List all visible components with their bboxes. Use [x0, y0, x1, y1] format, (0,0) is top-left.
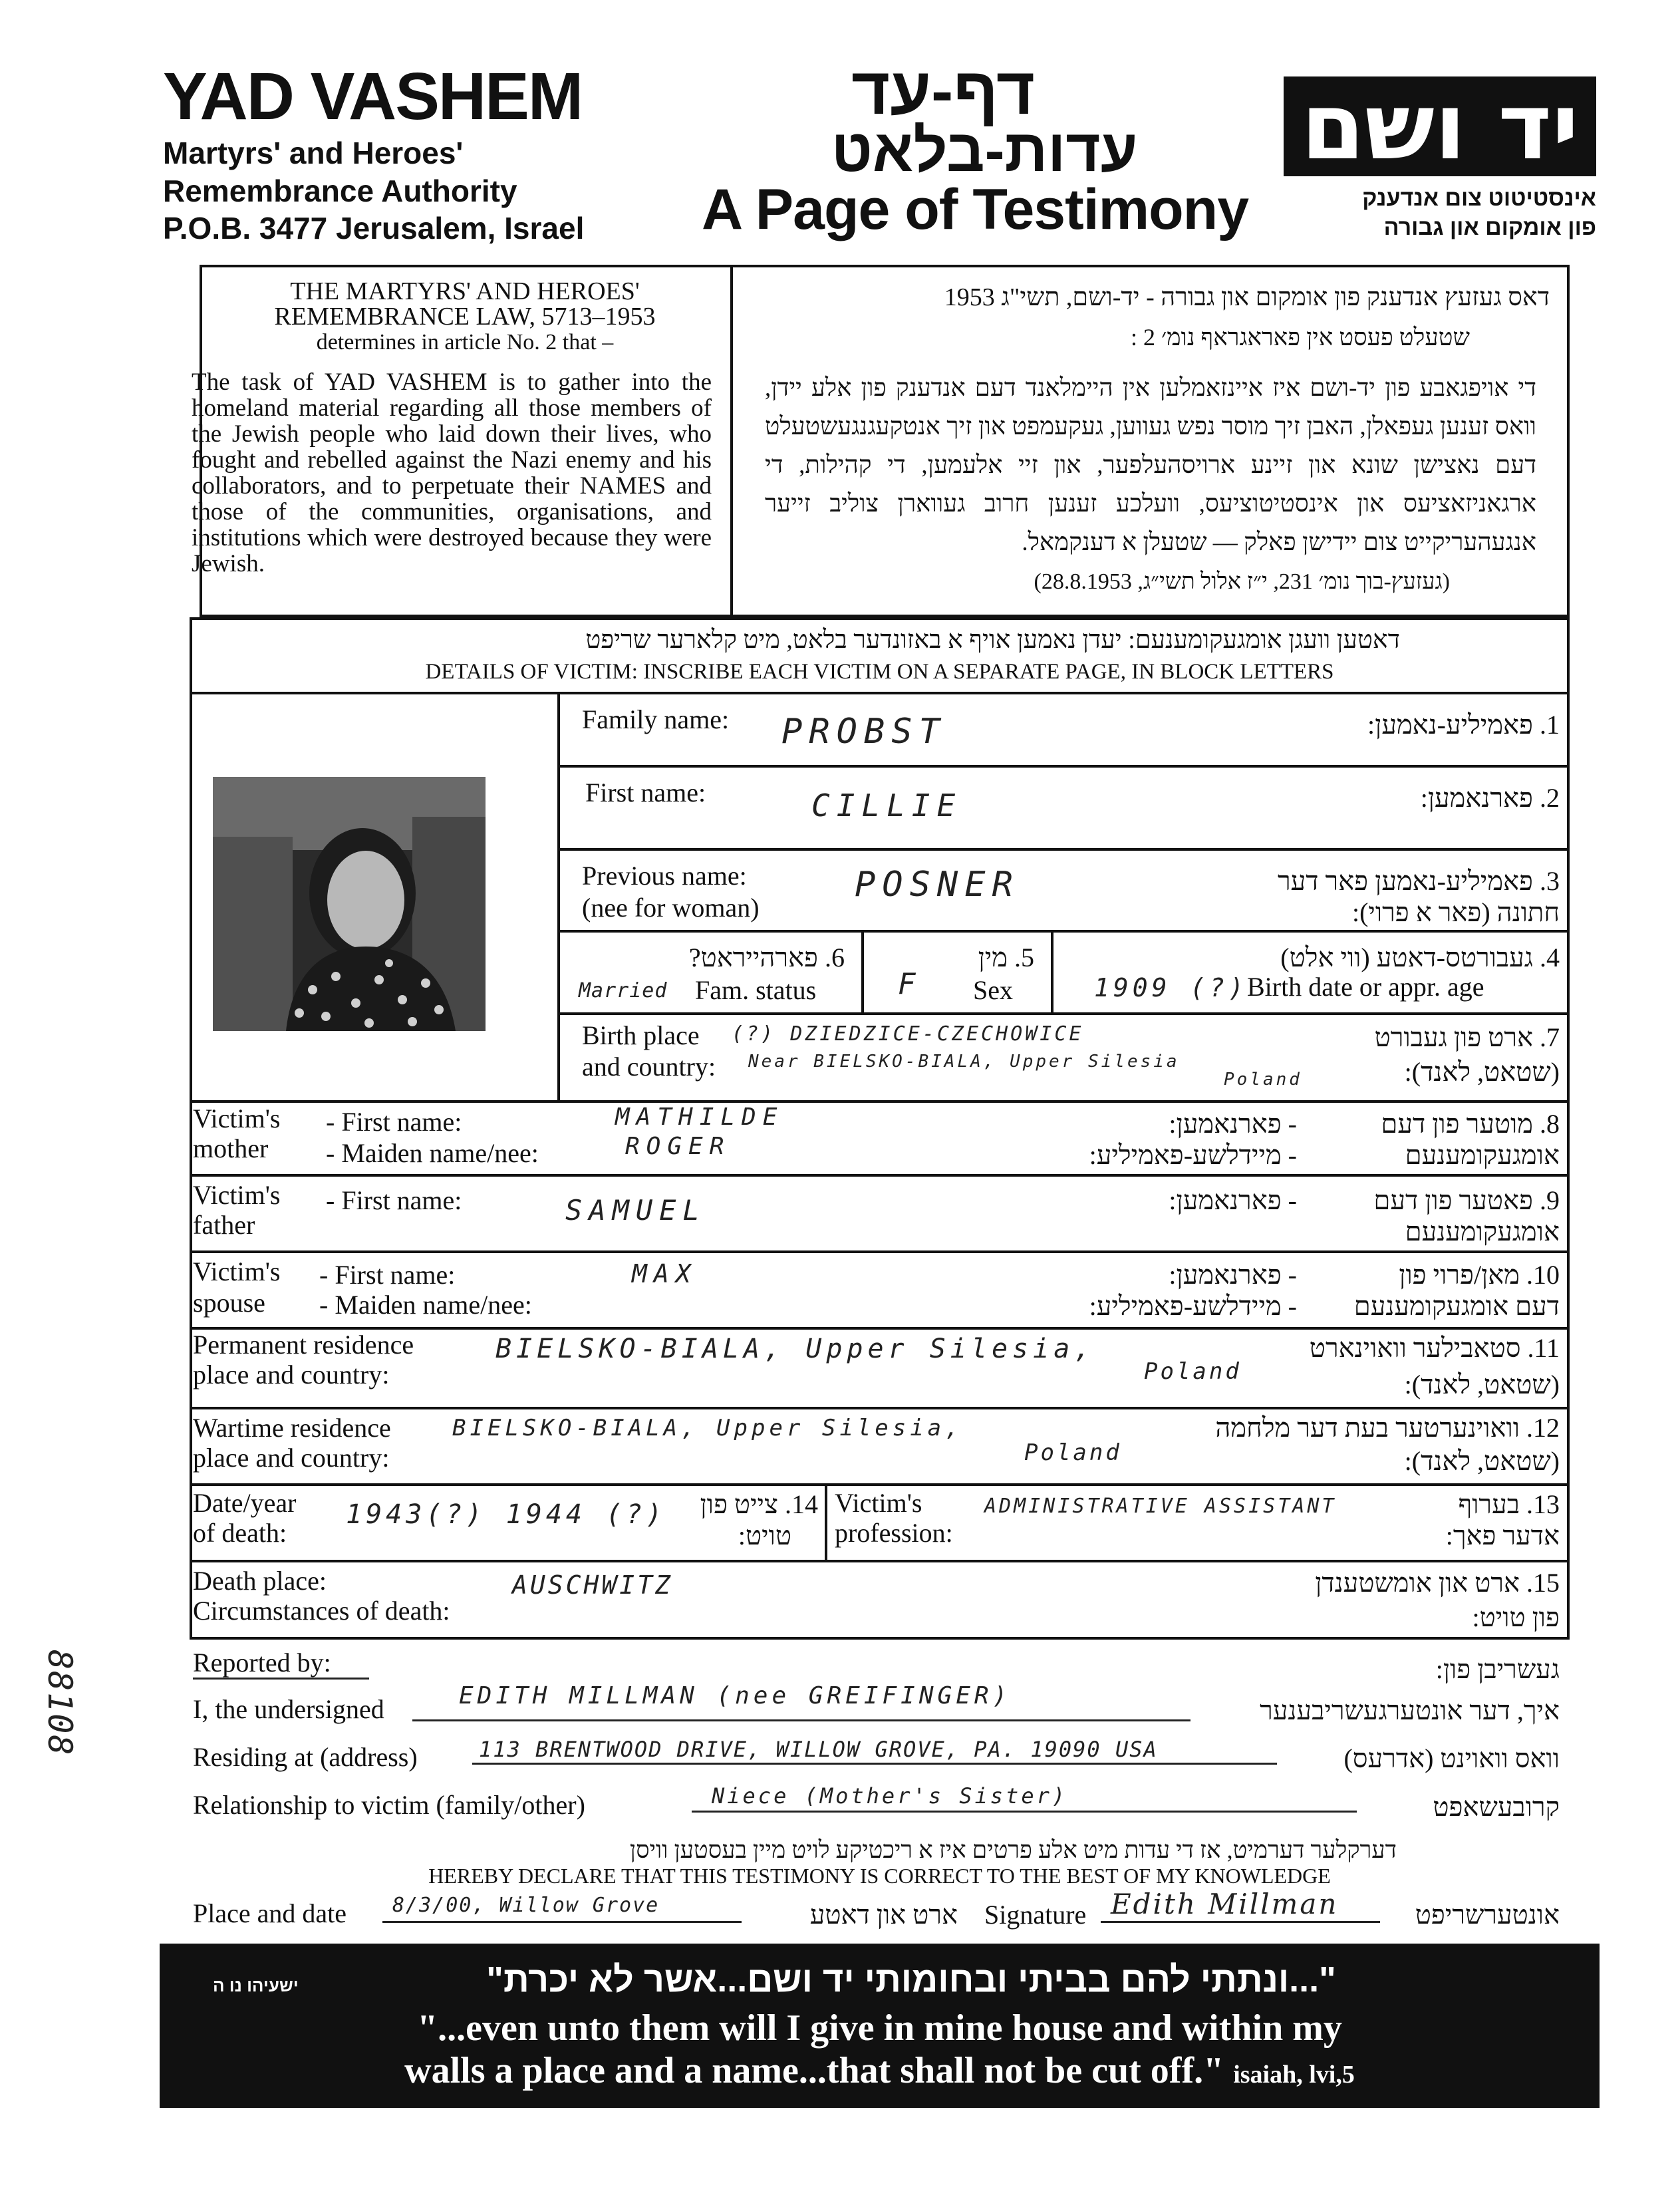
birth-place-value-2: Near BIELSKO-BIALA, Upper Silesia — [748, 1052, 1180, 1072]
father-first-value: SAMUEL — [565, 1194, 706, 1227]
death-date-value: 1943(?) 1944 (?) — [346, 1499, 666, 1530]
mother-first-label: - First name: — [326, 1107, 462, 1137]
birth-date-hebrew: 4. געבורטס-דאטע (ווי אלט) — [1280, 943, 1560, 972]
family-name-label: Family name: — [582, 704, 730, 734]
footer-banner — [160, 1944, 1600, 2108]
photo-column-divider — [557, 692, 560, 1100]
father-first-label: - First name: — [326, 1185, 462, 1215]
first-name-hebrew: 2. פארנאמען: — [1420, 783, 1560, 813]
mother-maiden-hebrew: - מיידלשע-פאמיליע: — [1089, 1140, 1297, 1170]
title-hebrew-2: עדות-בלאט — [831, 118, 1138, 184]
address-label: Residing at (address) — [193, 1742, 418, 1772]
previous-name-hebrew-2: חתונה (פאר א פרוי): — [1351, 897, 1560, 927]
birth-place-hebrew-1: 7. ארט פון געבורט — [1374, 1022, 1560, 1052]
signature-value: Edith Millman — [1111, 1888, 1339, 1920]
spouse-maiden-hebrew: - מיידלשע-פאמיליע: — [1089, 1291, 1297, 1321]
death-place-label-2: Circumstances of death: — [193, 1596, 450, 1626]
yad-vashem-logo — [1284, 73, 1596, 180]
previous-name-label: Previous name: — [582, 861, 747, 891]
place-date-underline — [382, 1921, 742, 1923]
divider-row-4 — [557, 1012, 1570, 1015]
address-underline — [472, 1763, 1277, 1765]
place-date-value: 8/3/00, Willow Grove — [392, 1894, 660, 1917]
death-date-label-2: of death: — [193, 1518, 287, 1548]
family-name-hebrew: 1. פאמיליע-נאמען: — [1367, 710, 1560, 740]
relationship-hebrew: קרובעשאפט — [1433, 1792, 1560, 1822]
death-place-label-1: Death place: — [193, 1566, 327, 1596]
divider-row-3 — [557, 930, 1570, 933]
law-en-body: The task of YAD VASHEM is to gather into the homeland material regarding all those members of the Jewish people who laid down their lives, who fought and rebelled against the Nazi enemy and his collaborators, and to perpetuate their NAMES and those of the communities, organisations, and institutions which were destroyed because they were Jewish. — [192, 368, 712, 577]
sex-hebrew: 5. מין — [978, 943, 1034, 972]
sex-label: Sex — [973, 975, 1013, 1005]
spouse-maiden-label: - Maiden name/nee: — [319, 1290, 532, 1320]
spouse-first-value: MAX — [632, 1259, 698, 1288]
sex-value: F — [898, 967, 922, 1001]
footer-english-citation: isaiah, lvi,5 — [1233, 2061, 1355, 2089]
profession-label-2: profession: — [835, 1518, 953, 1548]
death-place-hebrew-1: 15. ארט און אומשטענדן — [1315, 1568, 1560, 1598]
spouse-label-1: Victim's — [193, 1256, 281, 1286]
undersigned-label: I, the undersigned — [193, 1694, 384, 1724]
previous-name-hebrew-1: 3. פאמיליע-נאמען פאר דער — [1277, 866, 1560, 896]
divider-row-10 — [190, 1483, 1570, 1486]
footer-quote-line-2-text: walls a place and a name...that shall not be cut off." — [404, 2050, 1224, 2091]
reported-by-label: Reported by: — [193, 1648, 331, 1678]
family-name-value: PROBST — [781, 712, 946, 752]
fam-status-value: Married — [579, 979, 668, 1002]
relationship-value: Niece (Mother's Sister) — [712, 1783, 1068, 1809]
org-line-1: Martyrs' and Heroes' — [163, 136, 464, 170]
father-label-1: Victim's — [193, 1180, 281, 1210]
logo-hebrew: יד ושם — [1301, 73, 1579, 180]
divider-death-prof — [825, 1483, 827, 1560]
mother-hebrew-2: אומגעקומענעם — [1405, 1140, 1560, 1170]
permanent-residence-hebrew-2: (שטאט, לאנד): — [1404, 1370, 1560, 1399]
fam-status-hebrew: 6. פארהייראט? — [688, 943, 845, 972]
mother-first-value: MATHILDE — [615, 1103, 784, 1131]
profession-hebrew-2: אדער פאך: — [1445, 1521, 1560, 1550]
org-line-3: P.O.B. 3477 Jerusalem, Israel — [163, 211, 585, 245]
title-hebrew-1: דף-עד — [851, 54, 1036, 128]
death-date-label-1: Date/year — [193, 1488, 297, 1518]
divider-sex-birth — [1051, 930, 1053, 1012]
declaration: HEREBY DECLARE THAT THIS TESTIMONY IS CORRECT TO THE BEST OF MY KNOWLEDGE — [428, 1864, 1331, 1888]
reported-by-hebrew: געשריבן פון: — [1435, 1654, 1560, 1684]
divider-row-6 — [190, 1174, 1570, 1177]
birth-place-label-1: Birth place — [582, 1020, 700, 1050]
wartime-residence-value: BIELSKO-BIALA, Upper Silesia, — [452, 1415, 963, 1441]
father-label-2: father — [193, 1210, 255, 1240]
father-first-hebrew: - פארנאמען: — [1169, 1185, 1297, 1215]
death-date-hebrew-2: טויט: — [738, 1521, 791, 1550]
logo-subtitle-1: אינסטיטוט צום אנדענק — [1362, 186, 1596, 211]
divider-details — [190, 692, 1570, 694]
undersigned-value: EDITH MILLMAN (nee GREIFINGER) — [459, 1682, 1012, 1709]
previous-name-sub: (nee for woman) — [582, 893, 760, 923]
divider-row-1 — [557, 765, 1570, 768]
margin-number: 88108 — [41, 1650, 79, 1757]
death-place-value: AUSCHWITZ — [512, 1570, 673, 1600]
page-title: A Page of Testimony — [702, 178, 1249, 241]
footer-hebrew-quote: "...ונתתי להם בביתי ובחומותי יד ושם...אשר לא יכרת" — [486, 1960, 1336, 1999]
law-heb-citation: (געזעץ-בוך נומ׳ 231, י״ז אלול תשי״ג, 28.8.1953) — [1034, 569, 1450, 594]
spouse-hebrew-2: דעם אומגעקומענעם — [1353, 1291, 1560, 1321]
wartime-residence-value-2: Poland — [1024, 1439, 1122, 1466]
spouse-label-2: spouse — [193, 1288, 265, 1318]
profession-label-1: Victim's — [835, 1488, 922, 1518]
details-heading: DETAILS OF VICTIM: INSCRIBE EACH VICTIM ON A SEPARATE PAGE, IN BLOCK LETTERS — [425, 660, 1334, 684]
mother-first-hebrew: - פארנאמען: — [1169, 1109, 1297, 1139]
first-name-value: CILLIE — [811, 788, 962, 823]
wartime-residence-hebrew-2: (שטאט, לאנד): — [1404, 1446, 1560, 1476]
wartime-residence-label-2: place and country: — [193, 1443, 390, 1473]
spouse-first-label: - First name: — [319, 1260, 456, 1290]
org-name: YAD VASHEM — [163, 59, 583, 134]
place-date-label: Place and date — [193, 1898, 347, 1928]
profession-value: ADMINISTRATIVE ASSISTANT — [984, 1495, 1337, 1518]
victim-photo — [213, 777, 486, 1031]
divider-row-11 — [190, 1560, 1570, 1562]
divider-row-2 — [557, 848, 1570, 851]
footer-quote-line-1: "...even unto them will I give in mine house and within my — [417, 2007, 1342, 2049]
fam-status-label: Fam. status — [695, 975, 817, 1005]
birth-place-hebrew-2: (שטאט, לאנד): — [1404, 1057, 1560, 1087]
wartime-residence-label-1: Wartime residence — [193, 1413, 391, 1443]
death-place-hebrew-2: פון טויט: — [1472, 1602, 1560, 1632]
mother-maiden-value: ROGER — [625, 1133, 731, 1160]
mother-maiden-label: - Maiden name/nee: — [326, 1138, 539, 1168]
declaration-hebrew: דערקלער דערמיט, אז די עדות מיט אלע פרטים איז א ריכטיקע לויט מיין בעסטען וויסן — [629, 1836, 1397, 1863]
permanent-residence-hebrew-1: 11. סטאבילער וואוינארט — [1309, 1333, 1560, 1363]
signature-underline — [1101, 1921, 1380, 1923]
mother-label-1: Victim's — [193, 1103, 281, 1133]
mother-label-2: mother — [193, 1133, 269, 1163]
profession-hebrew-1: 13. בערוף — [1458, 1489, 1560, 1519]
law-en-heading-3: determines in article No. 2 that – — [316, 330, 614, 355]
birth-date-label: Birth date or appr. age — [1247, 972, 1484, 1002]
footer-quote-line-2 — [160, 2050, 1600, 2095]
address-value: 113 BRENTWOOD DRIVE, WILLOW GROVE, PA. 19090 USA — [479, 1737, 1158, 1762]
mother-hebrew-1: 8. מוטער פון דעם — [1381, 1109, 1560, 1139]
relationship-underline — [692, 1811, 1357, 1813]
birth-date-value: 1909 (?) — [1094, 973, 1248, 1002]
spouse-hebrew-1: 10. מאן/פרוי פון — [1399, 1260, 1560, 1290]
law-heb-body: די אויפגאבע פון יד-ושם איז איינזאמלען אין היימלאנד דעם אנדענק פון אלע יידן, וואס זענען געפאלן, האבן זיך מוסר נפש געווען, געקעמפט און זיך אנטקעגנגעשטעלט דעם נאצישן שונא און זיינע ארויסהעלפער, און זיי אלעמען, די קהילות, די ארגאניזאציעס און אינסטיטוציעס, וועלכע זענען חרוב געווארן צוליב זייער אנגעהעריקייט צום יידישן פאלק — שטעלן א דענקמאל. — [765, 374, 1536, 556]
birth-place-value-1: (?) DZIEDZICE-CZECHOWICE — [732, 1022, 1084, 1046]
previous-name-value: POSNER — [855, 865, 1020, 905]
law-heb-heading-1: דאס געזעץ אנדענק פון אומקום און גבורה - יד-ושם, תשי"ג 1953 — [944, 283, 1550, 311]
relationship-label: Relationship to victim (family/other) — [193, 1790, 585, 1820]
signature-hebrew: אונטערשריפט — [1415, 1900, 1560, 1930]
father-hebrew-1: 9. פאטער פון דעם — [1373, 1185, 1560, 1215]
divider-row-5 — [190, 1100, 1570, 1103]
death-date-hebrew-1: 14. צייט פון — [700, 1489, 818, 1519]
divider-row-7 — [190, 1250, 1570, 1253]
law-en-heading-1: THE MARTYRS' AND HEROES' — [290, 277, 640, 305]
logo-subtitle-2: פון אומקום און גבורה — [1383, 215, 1596, 240]
permanent-residence-label-2: place and country: — [193, 1360, 390, 1390]
birth-place-label-2: and country: — [582, 1052, 716, 1082]
permanent-residence-value: BIELSKO-BIALA, Upper Silesia, — [495, 1334, 1095, 1364]
details-heading-hebrew: דאטען וועגן אומגעקומענעם: יעדן נאמען אויף א באזונדער בלאט, מיט קלארער שריפט — [585, 626, 1400, 654]
permanent-residence-label-1: Permanent residence — [193, 1330, 414, 1360]
signature-label: Signature — [984, 1900, 1087, 1930]
footer-hebrew-citation: ישעיהו נו ה — [213, 1976, 299, 1995]
first-name-label: First name: — [585, 778, 706, 807]
permanent-residence-value-2: Poland — [1144, 1358, 1242, 1385]
divider-row-9 — [190, 1407, 1570, 1409]
place-date-hebrew: ארט און דאטע — [809, 1900, 958, 1930]
father-hebrew-2: אומגעקומענעם — [1405, 1217, 1560, 1246]
divider-status-sex — [861, 930, 864, 1012]
birth-place-value-3: Poland — [1224, 1070, 1302, 1090]
law-en-heading-2: REMEMBRANCE LAW, 5713–1953 — [274, 303, 656, 331]
portrait-image — [213, 777, 486, 1031]
spouse-first-hebrew: - פארנאמען: — [1169, 1260, 1297, 1290]
address-hebrew: וואס וואוינט (אדרעס) — [1343, 1743, 1560, 1773]
wartime-residence-hebrew-1: 12. וואוינערטער בעת דער מלחמה — [1215, 1413, 1560, 1443]
law-box-divider — [730, 265, 733, 617]
reported-by-underline — [193, 1678, 369, 1680]
org-line-2: Remembrance Authority — [163, 174, 517, 208]
undersigned-underline — [412, 1719, 1190, 1721]
undersigned-hebrew: איך, דער אונטערגעשריבענער — [1260, 1695, 1560, 1725]
law-heb-heading-2: שטעלט פעסט אין פאראגראף נומ׳ 2 : — [1130, 324, 1470, 351]
